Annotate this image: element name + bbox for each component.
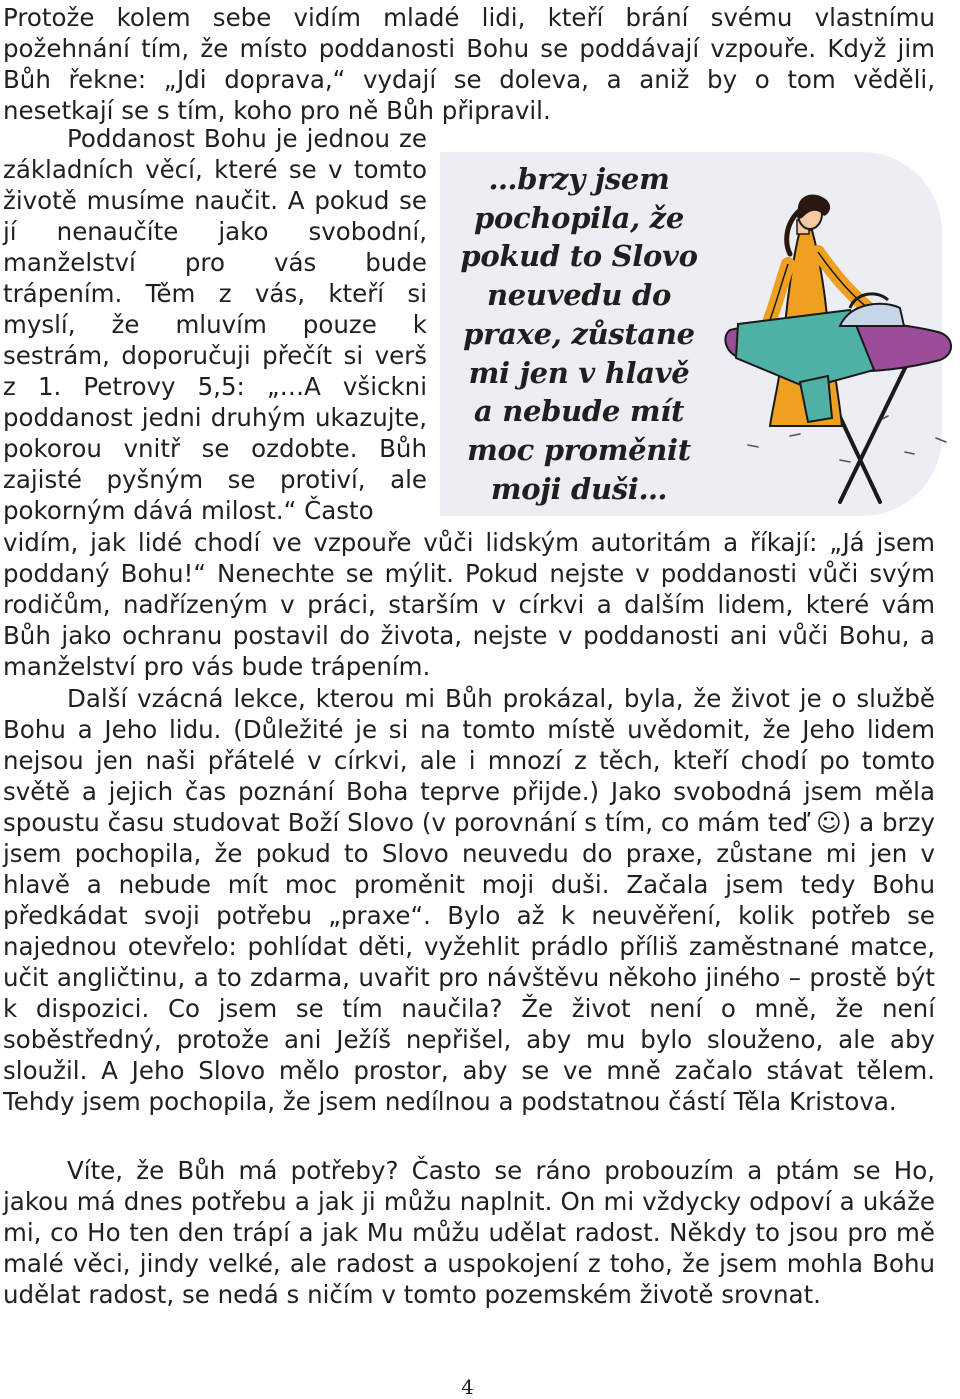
woman-ironing-icon [700,190,960,510]
intro-paragraph: Protože kolem sebe vidím mladé lidi, kteří brání svému vlastnímu požehnání tím, že místo poddanosti Bohu se poddávají vzpouře. Když jim Bůh řekne: „Jdi doprava,“ vydají se doleva, a aniž by o tom věděli, nesetkají se s tím, koho pro ně Bůh připravil. [3,3,935,125]
needs-paragraph: Víte, že Bůh má potřeby? Často se ráno probouzím a ptám se Ho, jakou má dnes potřebu a jak ji můžu naplnit. On mi vždycky odpoví a ukáže mi, co Ho ten den trápí a jak Mu můžu udělat radost. Někdy to jsou pro mě malé věci, jindy velké, ale radost a uspokojení z toho, že jsem mohla Bohu udělat radost, se nedá s ničím v tomto pozemském životě srovnat. [3,1156,935,1309]
lesson-paragraph: Další vzácná lekce, kterou mi Bůh prokázal, byla, že život je o službě Bohu a Jeho lidu. (Důležité je si na tomto místě uvědomit, že Jeho lidem nejsou jen naši přátelé v církvi, ale i mnozí z těch, kteří chodí po tomto světě a jejich čas poznání Boha teprve přijde.) Jako svobodná jsem měla spoustu času studovat Boží Slovo (v porovnání s tím, co mám teď ☺) a brzy jsem pochopila, že pokud to Slovo neuvedu do praxe, zůstane mi jen v hlavě a nebude mít moc proměnit moji duši. Začala jsem tedy Bohu předkádat svoji potřebu „praxe“. Bylo až k neuvěření, kolik potřeb se najednou otevřelo: pohlídat děti, vyžehlit prádlo příliš zaměstnané matce, učit angličtinu, a to zdarma, uvařit pro návštěvu někoho jiného – prostě být k dispozici. Co jsem se tím naučila? Že život není o mně, že není soběstředný, protože ani Ježíš nepřišel, aby mu bylo slouženo, ale aby sloužil. A Jeho Slovo mělo prostor, aby se ve mně začalo stávat tělem. Tehdy jsem pochopila, že jsem nedílnou a podstatnou částí Těla Kristova. [3,684,935,1116]
continued-paragraph: vidím, jak lidé chodí ve vzpouře vůči lidským autoritám a říkají: „Já jsem poddaný Bohu!“ Nenechte se mýlit. Pokud nejste v poddanosti vůči svým rodičům, nadřízeným v práci, starším v církvi a dalším lidem, které vám Bůh jako ochranu postavil do života, nejste v poddanosti ani vůči Bohu, a manželství pro vás bude trápením. [3,528,935,681]
pull-quote: …brzy jsem pochopila, že pokud to Slovo neuvedu do praxe, zůstane mi jen v hlavě a nebude mít moc proměnit moji duši… [460,162,698,506]
page-number: 4 [461,1375,474,1399]
wrapped-paragraph: Poddanost Bohu je jednou ze základních věcí, které se v tomto životě musíme naučit. A pokud se jí nenaučíte jako svobodní, manželství pro vás bude trápením. Těm z vás, kteří si myslí, že mluvím pouze k sestrám, doporučuji přečít si verš z 1. Petrovy 5,5: „…A všickni poddanost jedni druhým ukazujte, pokorou vnitř se ozdobte. Bůh zajisté pyšným se protiví, ale pokorným dává milost.“ Často [3,124,427,525]
